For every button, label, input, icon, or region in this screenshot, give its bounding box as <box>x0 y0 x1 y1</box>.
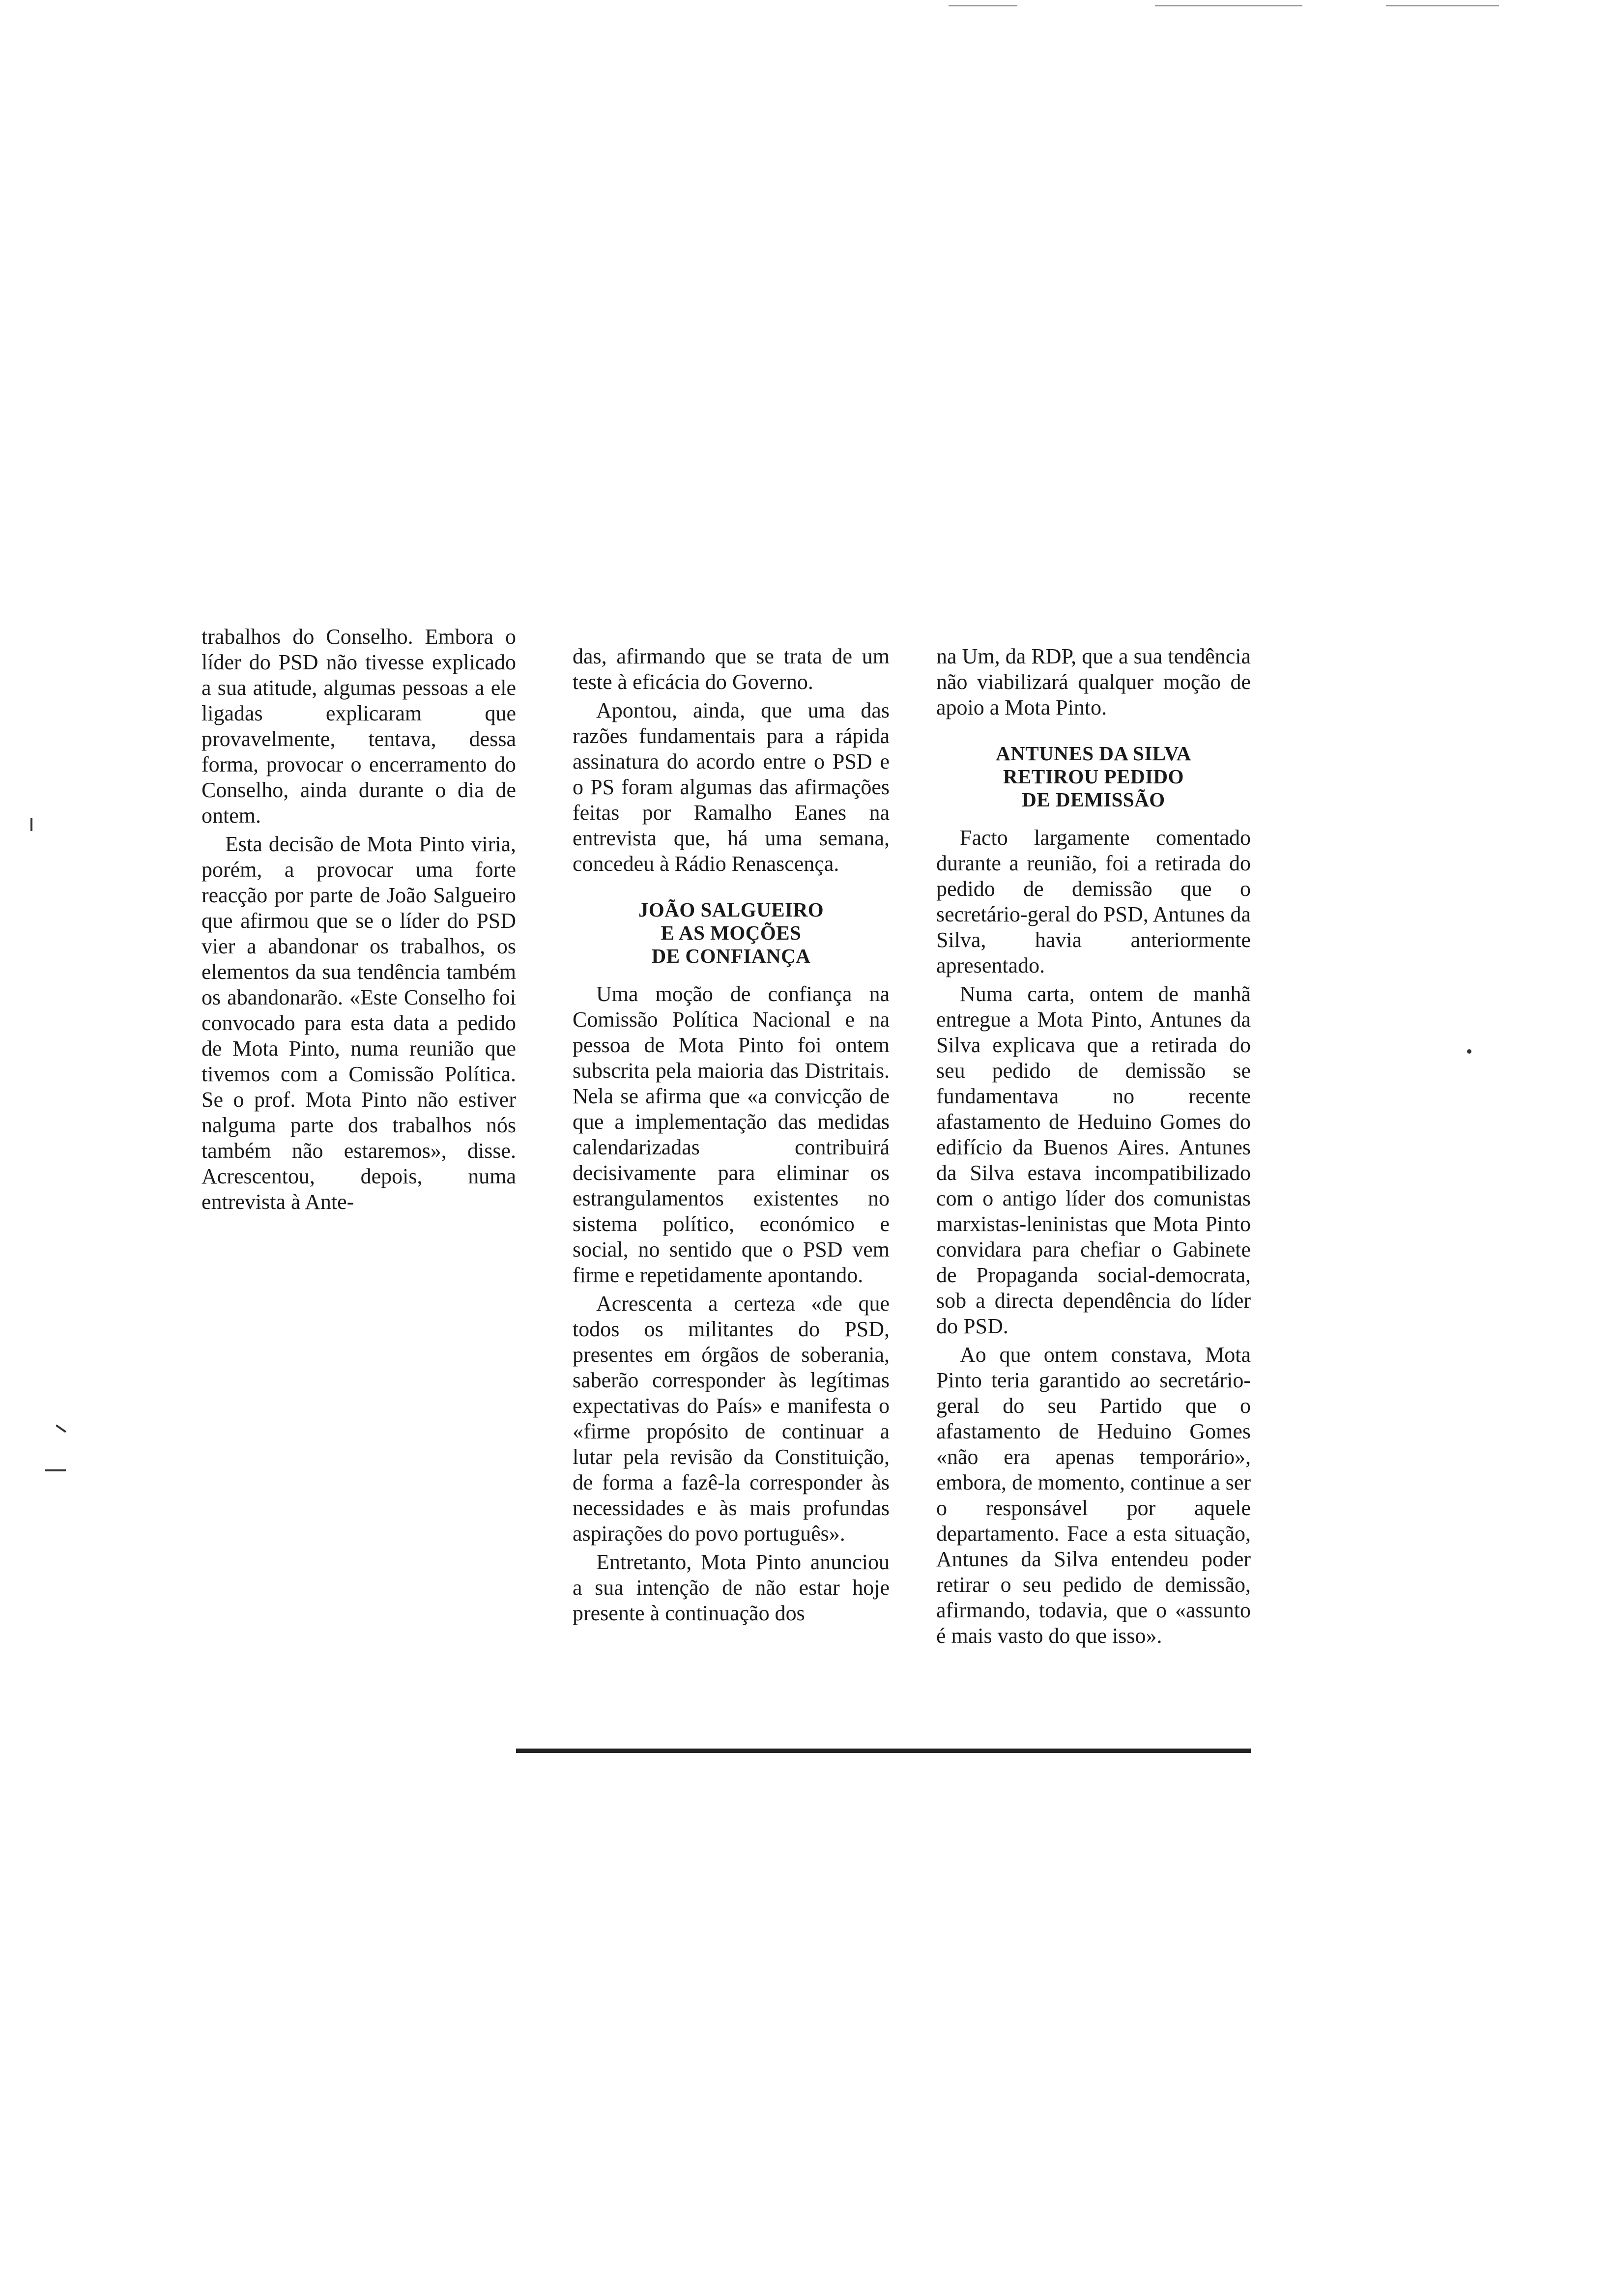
paragraph: Entretanto, Mota Pinto anunciou a sua intenção de não estar hoje presente à continuação dos <box>573 1550 890 1625</box>
section-heading-antunes-da-silva <box>936 742 1251 811</box>
heading-line: JOÃO SALGUEIRO <box>638 898 824 921</box>
paragraph: na Um, da RDP, que a sua tendência não viabilizará qualquer moção de apoio a Mota Pinto. <box>936 644 1251 719</box>
paragraph: Ao que ontem constava, Mota Pinto teria garantido ao secretário-geral do seu Partido que o afastamento de Heduino Gomes «não era apenas temporário», embora, de momento, continue a ser o responsável por aquele departamento. Face a esta situação, Antunes da Silva entendeu poder retirar o seu pedido de demissão, afirmando, todavia, que o «assunto é mais vasto do que isso». <box>936 1343 1251 1648</box>
heading-line: DE DEMISSÃO <box>1022 788 1165 811</box>
scan-speck <box>45 1469 66 1471</box>
scan-artifact <box>1386 5 1499 6</box>
section-heading-joao-salgueiro <box>573 898 890 968</box>
scan-artifact <box>1155 5 1302 6</box>
article-column-3 <box>936 644 1251 1649</box>
paragraph: das, afirmando que se trata de um teste à eficácia do Governo. <box>573 644 890 694</box>
heading-line: E AS MOÇÕES <box>661 921 802 944</box>
paragraph: Uma moção de confiança na Comissão Política Nacional e na pessoa de Mota Pinto foi ontem subscrita pela maioria das Distritais. Nela se afirma que «a convicção de que a implementação das medidas calendarizadas contribuirá decisivamente para eliminar os estrangulamentos existentes no sistema político, económico e social, no sentido que o PSD vem firme e repetidamente apontando. <box>573 982 890 1287</box>
heading-line: DE CONFIANÇA <box>651 945 811 967</box>
paragraph: Esta decisão de Mota Pinto viria, porém, a provocar uma forte reacção por parte de João Salgueiro que afirmou que se o líder do PSD vier a abandonar os trabalhos, os elementos da sua tendência também os abandonarão. «Este Conselho foi convocado para esta data a pedido de Mota Pinto, numa reunião que tivemos com a Comissão Política. Se o prof. Mota Pinto não estiver nalguma parte dos trabalhos nós também não estaremos», disse. Acrescentou, depois, numa entrevista à Ante- <box>202 832 516 1214</box>
scan-speck <box>30 818 32 831</box>
article-column-2 <box>573 644 890 1626</box>
scan-artifact <box>949 5 1017 6</box>
paragraph: Numa carta, ontem de manhã entregue a Mota Pinto, Antunes da Silva explicava que a retirada do seu pedido de demissão se fundamentava no recente afastamento de Heduino Gomes do edifício da Buenos Aires. Antunes da Silva estava incompatibilizado com o antigo líder dos comunistas marxistas-leninistas que Mota Pinto convidara para chefiar o Gabinete de Propaganda social-democrata, sob a directa dependência do líder do PSD. <box>936 982 1251 1338</box>
scan-speck <box>56 1424 66 1433</box>
paragraph: Acrescenta a certeza «de que todos os militantes do PSD, presentes em órgãos de soberania, saberão corresponder às legítimas expectativas do País» e manifesta o «firme propósito de continuar a lutar pela revisão da Constituição, de forma a fazê-la corresponder às necessidades e às mais profundas aspirações do povo português». <box>573 1292 890 1546</box>
article-column-1 <box>202 624 516 1215</box>
paragraph: Apontou, ainda, que uma das razões fundamentais para a rápida assinatura do acordo entre o PSD e o PS foram algumas das afirmações feitas por Ramalho Eanes na entrevista que, há uma semana, concedeu à Rádio Renascença. <box>573 698 890 876</box>
scan-speck <box>1467 1049 1471 1054</box>
paragraph: trabalhos do Conselho. Embora o líder do PSD não tivesse explicado a sua atitude, algumas pessoas a ele ligadas explicaram que provavelmente, tentava, dessa forma, provocar o encerramento do Conselho, ainda durante o dia de ontem. <box>202 625 516 828</box>
paragraph: Facto largamente comentado durante a reunião, foi a retirada do pedido de demissão que o secretário-geral do PSD, Antunes da Silva, havia anteriormente apresentado. <box>936 826 1251 977</box>
heading-line: ANTUNES DA SILVA <box>996 742 1191 765</box>
article-end-rule <box>516 1749 1251 1753</box>
heading-line: RETIROU PEDIDO <box>1003 765 1184 788</box>
